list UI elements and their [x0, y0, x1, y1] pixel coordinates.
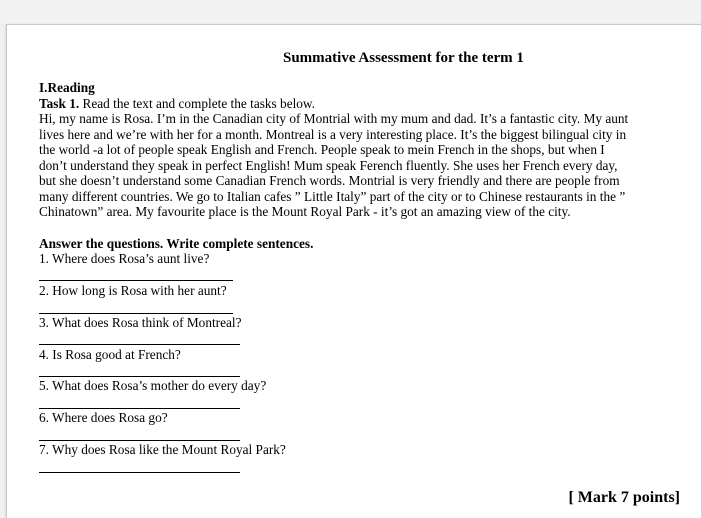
question-7: 7. Why does Rosa like the Mount Royal Park?	[39, 442, 286, 457]
answer-line-2[interactable]	[39, 313, 233, 314]
task-line	[39, 96, 315, 112]
task-label: Task 1.	[39, 95, 80, 111]
reading-text-line: don’t understand they speak in perfect English! Mum speak Ferench fluently. She uses her French every day,	[39, 157, 618, 173]
answer-line-6[interactable]	[39, 440, 240, 441]
mark-total: [ Mark 7 points]	[568, 489, 680, 506]
question-3: 3. What does Rosa think of Montreal?	[39, 315, 242, 330]
task-instruction: Read the text and complete the tasks below.	[79, 95, 315, 111]
question-4: 4. Is Rosa good at French?	[39, 347, 181, 362]
answer-line-1[interactable]	[39, 280, 233, 281]
window-top-bar	[0, 0, 701, 24]
answer-line-3[interactable]	[39, 344, 240, 345]
answer-line-5[interactable]	[39, 408, 240, 409]
question-6: 6. Where does Rosa go?	[39, 410, 168, 425]
reading-text-line: the world -a lot of people speak English and French. People speak to mein French in the shops, but when I	[39, 142, 605, 157]
question-1: 1. Where does Rosa’s aunt live?	[39, 251, 210, 266]
reading-text-line: Chinatown” area. My favourite place is the Mount Royal Park - it’s got an amazing view of the city.	[39, 204, 571, 219]
reading-text-line: Hi, my name is Rosa. I’m in the Canadian city of Montrial with my mum and dad. It’s a fantastic city. My aunt	[39, 111, 629, 126]
reading-text-line: but she doesn’t understand some Canadian French words. Montrial is very friendly and there are people from	[39, 173, 620, 188]
document-title: Summative Assessment for the term 1	[283, 50, 524, 66]
question-2: 2. How long is Rosa with her aunt?	[39, 283, 227, 298]
reading-text-line: lives here and we’re with her for a month. Montreal is a very interesting place. It’s the biggest bilingual city in	[39, 126, 627, 142]
answer-line-7[interactable]	[39, 472, 240, 473]
document-page	[6, 24, 701, 518]
section-heading: I.Reading	[39, 80, 95, 95]
reading-text-line: many different countries. We go to Italian cafes ” Little Italy” part of the city or to Chinese restaurants in the ”	[39, 188, 626, 204]
answer-line-4[interactable]	[39, 376, 240, 377]
questions-instruction: Answer the questions. Write complete sentences.	[39, 236, 314, 251]
reading-text	[39, 111, 684, 220]
question-5: 5. What does Rosa’s mother do every day?	[39, 378, 267, 393]
